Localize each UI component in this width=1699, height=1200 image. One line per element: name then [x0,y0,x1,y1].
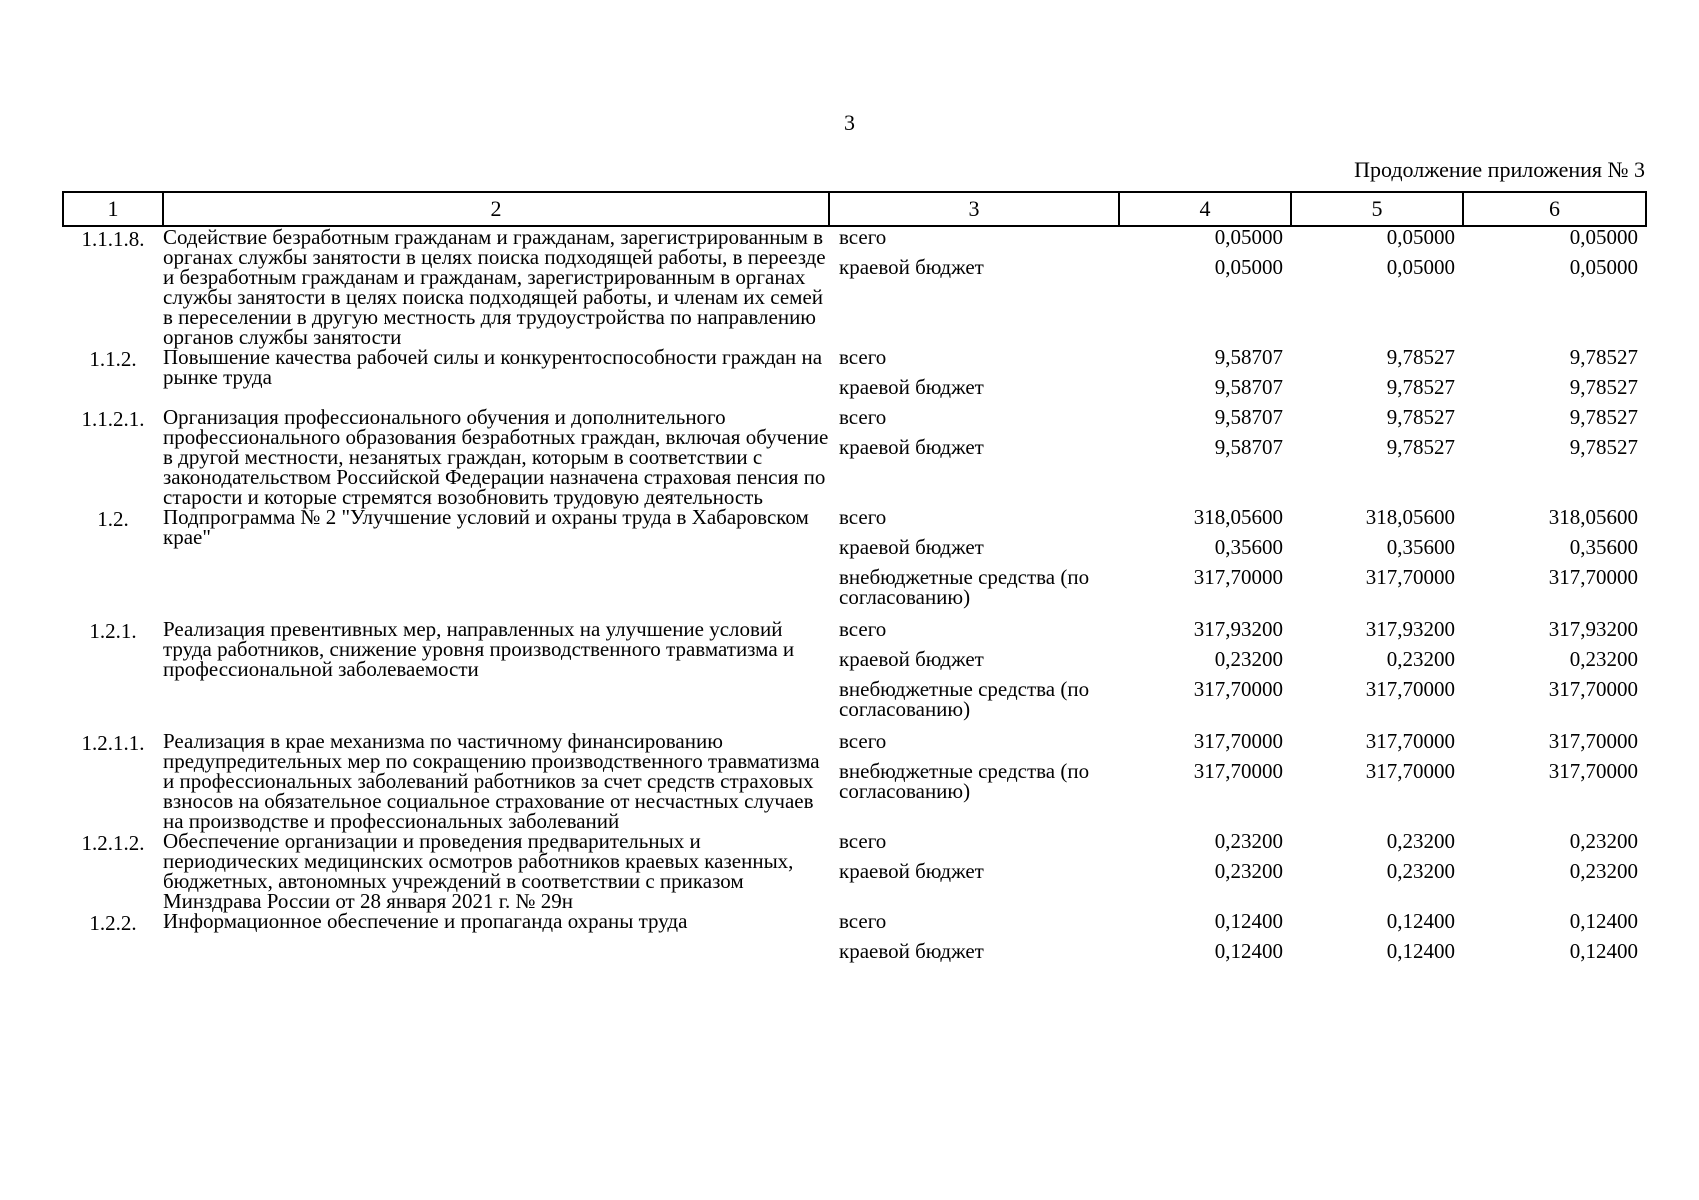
row-number: 1.1.1.8. [81,227,145,251]
table-row [63,831,1646,911]
amount-value: 0,23200 [1569,647,1638,671]
amount-value: 0,23200 [1214,647,1283,671]
funding-source: всего [839,729,887,753]
amount-value: 0,23200 [1386,859,1455,883]
funding-source: внебюджетные средства (по согласованию) [839,677,1090,721]
value-cell-col-5 [1291,731,1463,831]
header-cell-1: 1 [63,192,163,226]
funding-sources-cell [829,407,1119,507]
amount-value: 317,93200 [1193,617,1283,641]
amount-value: 0,05000 [1569,255,1638,279]
funding-sources-cell [829,507,1119,619]
table-row [63,619,1646,731]
funding-source: краевой бюджет [839,375,984,399]
amount-value: 318,05600 [1548,505,1638,529]
header-cell-6: 6 [1463,192,1646,226]
amount-value: 318,05600 [1193,505,1283,529]
amount-value: 0,12400 [1386,939,1455,963]
amount-value: 0,23200 [1569,829,1638,853]
row-number: 1.1.2. [89,347,137,371]
funding-source: всего [839,829,887,853]
row-number: 1.1.2.1. [81,407,145,431]
amount-value: 317,70000 [1365,729,1455,753]
funding-source: всего [839,345,887,369]
table-row [63,407,1646,507]
table-header-row [63,192,1646,226]
amount-value: 317,70000 [1193,759,1283,783]
value-cell-col-6 [1463,831,1646,911]
amount-value: 317,70000 [1193,729,1283,753]
amount-value: 9,58707 [1214,435,1283,459]
funding-source: всего [839,617,887,641]
funding-sources-cell [829,347,1119,407]
row-name: Информационное обеспечение и пропаганда охраны труда [163,909,688,933]
value-cell-col-4 [1119,831,1291,911]
table-body [63,226,1646,971]
value-cell-col-4 [1119,347,1291,407]
value-cell-col-5 [1291,619,1463,731]
amount-value: 0,05000 [1214,255,1283,279]
amount-value: 0,12400 [1569,909,1638,933]
amount-value: 0,05000 [1386,225,1455,249]
value-cell-col-6 [1463,226,1646,347]
funding-source: всего [839,505,887,529]
row-name: Реализация превентивных мер, направленных на улучшение условий труда работников, снижение уровня производственного травматизма и профессиональной заболеваемости [163,617,795,681]
amount-value: 9,78527 [1386,345,1455,369]
amount-value: 317,70000 [1548,677,1638,701]
value-cell-col-6 [1463,911,1646,971]
amount-value: 9,58707 [1214,345,1283,369]
financing-table [62,191,1647,971]
amount-value: 9,78527 [1569,405,1638,429]
amount-value: 9,58707 [1214,375,1283,399]
amount-value: 317,70000 [1548,759,1638,783]
row-name: Обеспечение организации и проведения предварительных и периодических медицинских осмотров работников краевых казенных, бюджетных, автономных учреждений в соответствии с приказом Минздрава России от 28 января 2021 г. № 29н [163,829,794,913]
amount-value: 0,12400 [1214,909,1283,933]
amount-value: 9,78527 [1569,345,1638,369]
header-cell-2: 2 [163,192,829,226]
amount-value: 0,35600 [1386,535,1455,559]
table-row [63,226,1646,347]
amount-value: 317,70000 [1548,729,1638,753]
header-cell-4: 4 [1119,192,1291,226]
page-number: 3 [844,110,855,135]
value-cell-col-6 [1463,507,1646,619]
amount-value: 317,70000 [1193,677,1283,701]
row-name: Реализация в крае механизма по частичному финансированию предупредительных мер по сокращению производственного травматизма и профессиональных заболеваний работников за счет средств страховых взносов на обязательное социальное страхование от несчастных случаев на производстве и профессиональных заболеваний [163,729,820,833]
funding-source: краевой бюджет [839,435,984,459]
funding-source: всего [839,405,887,429]
amount-value: 0,23200 [1214,829,1283,853]
amount-value: 9,78527 [1386,375,1455,399]
value-cell-col-5 [1291,831,1463,911]
value-cell-col-4 [1119,911,1291,971]
table-row [63,507,1646,619]
value-cell-col-4 [1119,507,1291,619]
funding-source: краевой бюджет [839,939,984,963]
amount-value: 9,78527 [1386,405,1455,429]
amount-value: 0,12400 [1569,939,1638,963]
row-number: 1.2.1. [89,619,137,643]
table-row [63,731,1646,831]
amount-value: 317,70000 [1365,759,1455,783]
amount-value: 0,23200 [1386,647,1455,671]
row-number: 1.2.1.2. [81,831,145,855]
amount-value: 9,78527 [1569,435,1638,459]
value-cell-col-6 [1463,407,1646,507]
amount-value: 0,35600 [1214,535,1283,559]
value-cell-col-5 [1291,226,1463,347]
amount-value: 317,70000 [1193,565,1283,589]
amount-value: 317,70000 [1365,565,1455,589]
amount-value: 0,23200 [1569,859,1638,883]
row-name: Организация профессионального обучения и дополнительного профессионального образования безработных граждан, включая обучение в другой местности, незанятых граждан, которым в соответствии с законодательством Российской Федерации назначена страховая пенсия по старости и которые стремятся возобновить трудовую деятельность [163,405,829,509]
amount-value: 0,12400 [1214,939,1283,963]
table-row [63,347,1646,407]
amount-value: 0,05000 [1386,255,1455,279]
funding-sources-cell [829,226,1119,347]
value-cell-col-5 [1291,507,1463,619]
header-cell-5: 5 [1291,192,1463,226]
value-cell-col-4 [1119,407,1291,507]
table-row [63,911,1646,971]
amount-value: 0,35600 [1569,535,1638,559]
amount-value: 317,93200 [1365,617,1455,641]
funding-sources-cell [829,911,1119,971]
value-cell-col-4 [1119,731,1291,831]
row-number: 1.2. [97,507,129,531]
amount-value: 9,58707 [1214,405,1283,429]
amount-value: 317,70000 [1548,565,1638,589]
row-name: Подпрограмма № 2 "Улучшение условий и охраны труда в Хабаровском крае" [163,505,809,549]
funding-source: всего [839,225,887,249]
row-number: 1.2.1.1. [81,731,145,755]
amount-value: 0,23200 [1214,859,1283,883]
amount-value: 317,93200 [1548,617,1638,641]
amount-value: 9,78527 [1386,435,1455,459]
value-cell-col-6 [1463,619,1646,731]
amount-value: 317,70000 [1365,677,1455,701]
amount-value: 9,78527 [1569,375,1638,399]
amount-value: 0,23200 [1386,829,1455,853]
value-cell-col-4 [1119,619,1291,731]
header-cell-3: 3 [829,192,1119,226]
row-number: 1.2.2. [89,911,137,935]
amount-value: 0,12400 [1386,909,1455,933]
amount-value: 0,05000 [1569,225,1638,249]
funding-source: краевой бюджет [839,535,984,559]
row-name: Повышение качества рабочей силы и конкурентоспособности граждан на рынке труда [163,345,823,389]
value-cell-col-5 [1291,911,1463,971]
value-cell-col-4 [1119,226,1291,347]
funding-sources-cell [829,831,1119,911]
value-cell-col-6 [1463,731,1646,831]
amount-value: 0,05000 [1214,225,1283,249]
value-cell-col-5 [1291,347,1463,407]
funding-source: краевой бюджет [839,647,984,671]
funding-source: краевой бюджет [839,859,984,883]
funding-source: внебюджетные средства (по согласованию) [839,565,1090,609]
value-cell-col-5 [1291,407,1463,507]
funding-source: краевой бюджет [839,255,984,279]
value-cell-col-6 [1463,347,1646,407]
funding-source: всего [839,909,887,933]
amount-value: 318,05600 [1365,505,1455,529]
funding-source: внебюджетные средства (по согласованию) [839,759,1090,803]
appendix-caption: Продолжение приложения № 3 [1354,157,1645,182]
funding-sources-cell [829,619,1119,731]
funding-sources-cell [829,731,1119,831]
row-name: Содействие безработным гражданам и гражданам, зарегистрированным в органах службы занятости в целях поиска подходящей работы, в переезде и безработным гражданам и гражданам, зарегистрированным в органах службы занятости в целях поиска подходящей работы, и членам их семей в переселении в другую местность для трудоустройства по направлению органов службы занятости [163,225,826,349]
